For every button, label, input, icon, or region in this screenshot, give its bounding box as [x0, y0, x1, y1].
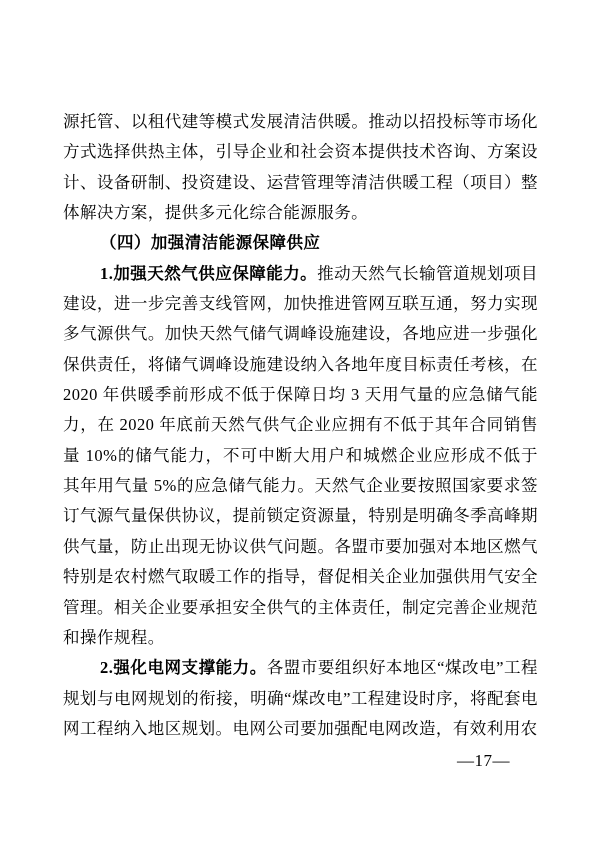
paragraph-lead: 2.强化电网支撑能力。 [100, 658, 267, 678]
numbered-paragraph-1 [63, 259, 538, 653]
paragraph-text: 源托管、以租代建等模式发展清洁供暖。推动以招投标等市场化方式选择供热主体，引导企业和社会资本提供技术咨询、方案设计、设备研制、投资建设、运营管理等清洁供暖工程（项目）整体解决方案，提供多元化综合能源服务。 [63, 112, 538, 223]
page-number: —17— [457, 751, 510, 770]
paragraph-text: 各盟市要组织好本地区“煤改电”工程规划与电网规划的衔接，明确“煤改电”工程建设时序，将配套电网工程纳入地区规划。电网公司要加强配电网改造，有效利用农 [63, 658, 538, 738]
section-heading [63, 228, 538, 258]
section-heading-text: （四）加强清洁能源保障供应 [100, 233, 321, 253]
paragraph-text: 推动天然气长输管道规划项目建设，进一步完善支线管网，加快推进管网互联互通，努力实现多气源供气。加快天然气储气调峰设施建设，各地应进一步强化保供责任，将储气调峰设施建设纳入各地年度目标责任考核，在 2020 年供暖季前形成不低于保障日均 3 天用气量的应急储气能力，在 2020 年底前天然气供气企业应拥有不低于其年合同销售量 10%的储气能力，不可中断大用户和城燃企业应形成不低于其年用气量 5%的应急储气能力。天然气企业要按照国家要求签订气源气量保供协议，提前锁定资源量，特别是明确冬季高峰期供气量，防止出现无协议供气问题。各盟市要加强对本地区燃气特别是农村燃气取暖工作的指导，督促相关企业加强供用气安全管理。相关企业要承担安全供气的主体责任，制定完善企业规范和操作规程。 [63, 263, 538, 647]
numbered-paragraph-2 [63, 653, 538, 744]
continued-paragraph [63, 107, 538, 228]
document-body [63, 107, 538, 744]
paragraph-lead: 1.加强天然气供应保障能力。 [100, 263, 318, 283]
